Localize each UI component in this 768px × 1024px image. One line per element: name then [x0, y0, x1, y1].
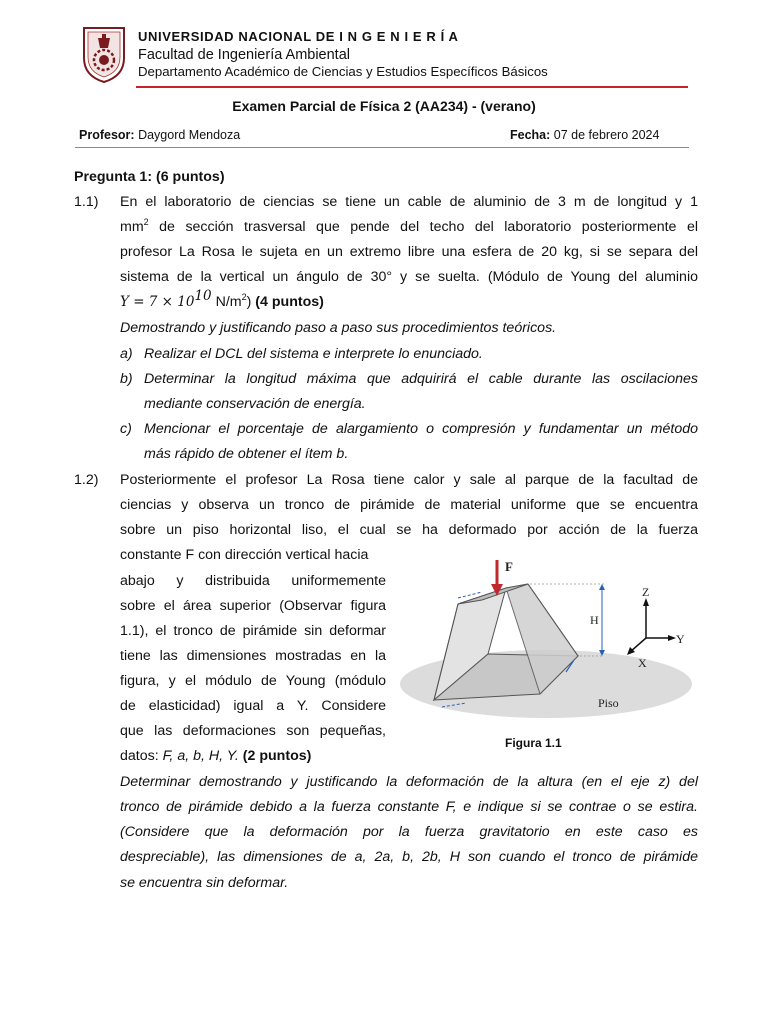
subitem-c-text-2: más rápido de obtener el ítem b.	[144, 446, 349, 462]
professor-name: Daygord Mendoza	[138, 128, 241, 142]
item-number-1-2: 1.2)	[74, 472, 99, 488]
p12-line-11: que las deformaciones son pequeñas,	[120, 723, 386, 739]
axis-x-label: X	[638, 656, 647, 670]
p12-task-3: (Considere que la deformación por la fuerza gravitatorio en este caso es	[120, 824, 698, 840]
p11-line-1: En el laboratorio de ciencias se tiene un cable de aluminio de 3 m de longitud y 1	[120, 194, 698, 210]
axis-z-label: Z	[642, 585, 650, 599]
subitem-b-label: b)	[120, 371, 133, 387]
subitem-c-label: c)	[120, 421, 132, 437]
p12-task-4: despreciable), las dimensiones de a, 2a, b, 2b, H son cuando el tronco de pirámide	[120, 849, 698, 865]
department-name: Departamento Académico de Ciencias y Estudios Específicos Básicos	[138, 64, 548, 79]
p12-line-3: sobre un piso horizontal liso, el cual se ha deformado por acción de la fuerza	[120, 522, 698, 538]
subitem-c-text-1: Mencionar el porcentaje de alargamiento o compresión y fundamentar un método	[144, 421, 698, 437]
floor-label: Piso	[598, 696, 619, 710]
p11-line-5: $Y = 7 \times 10^{10}$ $N/m^2$) (4 puntos)	[120, 288, 324, 310]
subheader-divider	[75, 147, 689, 148]
p12-task-5: se encuentra sin deformar.	[120, 875, 289, 891]
figure-1-1	[396, 552, 696, 732]
subitem-a-text: Realizar el DCL del sistema e interprete lo enunciado.	[144, 346, 483, 362]
exam-title: Examen Parcial de Física 2 (AA234) - (verano)	[232, 98, 536, 114]
subitem-b-text-2: mediante conservación de energía.	[144, 396, 366, 412]
professor-line	[79, 128, 240, 142]
force-label: F	[505, 559, 513, 574]
p11-line-3: profesor La Rosa le sujeta en un extremo libre una esfera de 20 kg, si se separa del	[120, 244, 698, 260]
p12-line-2: ciencias y observa un tronco de pirámide de material uniforme que se encuentra	[120, 497, 698, 513]
height-label: H	[590, 613, 599, 627]
question-title: Pregunta 1: (6 puntos)	[74, 169, 225, 185]
p11-points: (4 puntos)	[251, 294, 324, 310]
date-value: 07 de febrero 2024	[553, 128, 660, 142]
faculty-name: Facultad de Ingeniería Ambiental	[138, 47, 350, 63]
p12-task-1: Determinar demostrando y justificando la deformación de la altura (en el eje z) del	[120, 774, 698, 790]
p11-line-2: $mm^2$ de sección trasversal que pende del techo del laboratorio posteriormente el	[120, 217, 698, 235]
subitem-b-text-1: Determinar la longitud máxima que adquirirá el cable durante las oscilaciones	[144, 371, 698, 387]
header-divider	[136, 86, 688, 88]
item-number-1-1: 1.1)	[74, 194, 99, 210]
p12-line-6: sobre el área superior (Observar figura	[120, 598, 386, 614]
p11-line-4: sistema de la vertical un ángulo de 30° y se suelta. (Módulo de Young del aluminio	[120, 269, 698, 285]
university-name: UNIVERSIDAD NACIONAL DE I N G E N I E R Í A	[138, 29, 459, 44]
p11-instruction: Demostrando y justificando paso a paso sus procedimientos teóricos.	[120, 320, 557, 336]
p12-line-10: de elasticidad) igual a Y. Considere	[120, 698, 386, 714]
p12-line-5: abajo y distribuida uniformemente	[120, 573, 386, 589]
young-modulus-formula: Y = 7 × 10	[120, 294, 195, 310]
university-logo	[80, 24, 128, 84]
figure-caption: Figura 1.1	[505, 736, 562, 750]
p12-line-7: 1.1), el tronco de pirámide sin deformar	[120, 623, 386, 639]
p12-line-1: Posteriormente el profesor La Rosa tiene calor y sale al parque de la facultad de	[120, 472, 698, 488]
p12-line-4: constante F con dirección vertical hacia	[120, 547, 369, 563]
professor-label: Profesor:	[79, 128, 135, 142]
p12-line-8: tiene las dimensiones mostradas en la	[120, 648, 386, 664]
axis-y-label: Y	[676, 632, 685, 646]
p12-line-12: datos: F, a, b, H, Y. (2 puntos)	[120, 748, 312, 764]
date-line	[510, 128, 659, 142]
p12-line-9: figura, y el módulo de Young (módulo	[120, 673, 386, 689]
p12-task-2: tronco de pirámide debido a la fuerza constante F, e indique si se contrae o se estira.	[120, 799, 698, 815]
date-label: Fecha:	[510, 128, 551, 142]
subitem-a-label: a)	[120, 346, 133, 362]
